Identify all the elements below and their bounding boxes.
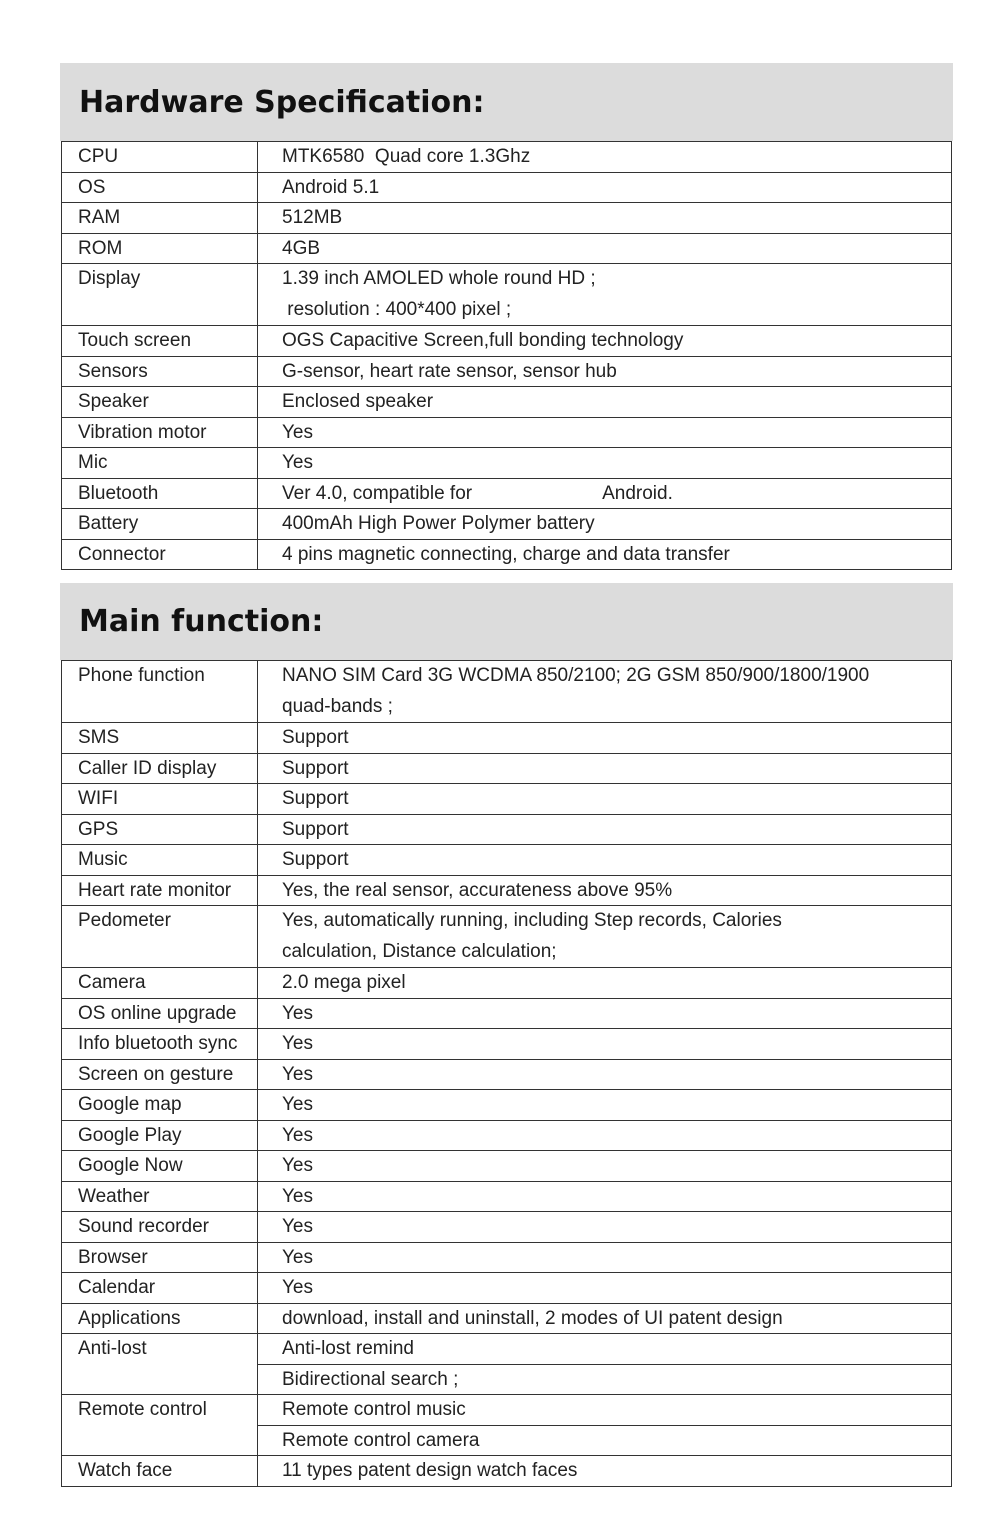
spec-label: Display	[62, 264, 258, 326]
table-row	[62, 326, 952, 357]
spec-value-line: 1.39 inch AMOLED whole round HD ;	[282, 268, 596, 289]
main-function-section	[60, 583, 953, 1487]
spec-label: WIFI	[62, 784, 258, 815]
spec-label: Connector	[62, 539, 258, 570]
spec-label: Sensors	[62, 356, 258, 387]
table-row	[62, 417, 952, 448]
table-row	[62, 845, 952, 876]
table-row	[62, 998, 952, 1029]
spec-value: G-sensor, heart rate sensor, sensor hub	[258, 356, 952, 387]
spec-value	[258, 478, 952, 509]
spec-label: Watch face	[62, 1456, 258, 1487]
spec-value: Yes	[258, 1212, 952, 1243]
spec-value: Yes	[258, 1181, 952, 1212]
table-row	[62, 1181, 952, 1212]
spec-label: Battery	[62, 509, 258, 540]
spec-value-line: Yes, automatically running, including Step records, Calories	[282, 910, 782, 931]
table-row	[62, 1151, 952, 1182]
spec-value: Support	[258, 723, 952, 754]
hardware-table	[61, 141, 952, 570]
table-row	[62, 1456, 952, 1487]
spec-value	[258, 661, 952, 723]
main-function-table	[61, 660, 952, 1487]
spec-value: 400mAh High Power Polymer battery	[258, 509, 952, 540]
table-row	[62, 264, 952, 326]
table-row	[62, 172, 952, 203]
spec-value: Yes	[258, 1273, 952, 1304]
table-row	[62, 814, 952, 845]
table-row	[62, 478, 952, 509]
table-row	[62, 203, 952, 234]
spec-label: Calendar	[62, 1273, 258, 1304]
spec-value-line: resolution : 400*400 pixel ;	[282, 298, 512, 320]
hardware-section	[60, 63, 953, 570]
spec-value: Enclosed speaker	[258, 387, 952, 418]
table-row	[62, 784, 952, 815]
spec-value: Android 5.1	[258, 172, 952, 203]
spec-value: Yes	[258, 1059, 952, 1090]
table-row	[62, 142, 952, 173]
spec-label: Browser	[62, 1242, 258, 1273]
spec-value: 512MB	[258, 203, 952, 234]
spec-value: Yes	[258, 1242, 952, 1273]
table-row	[62, 906, 952, 968]
table-row	[62, 753, 952, 784]
spec-value: 11 types patent design watch faces	[258, 1456, 952, 1487]
spec-label: Sound recorder	[62, 1212, 258, 1243]
spec-value-line: NANO SIM Card 3G WCDMA 850/2100; 2G GSM 850/900/1800/1900	[282, 665, 870, 686]
table-row	[62, 233, 952, 264]
table-row	[62, 1212, 952, 1243]
spec-label: Applications	[62, 1303, 258, 1334]
spec-label: Camera	[62, 968, 258, 999]
spec-label: Phone function	[62, 661, 258, 723]
table-row	[62, 1059, 952, 1090]
spec-label: SMS	[62, 723, 258, 754]
spec-value-part: Ver 4.0, compatible for	[282, 482, 473, 504]
spec-value: 2.0 mega pixel	[258, 968, 952, 999]
spec-value: MTK6580 Quad core 1.3Ghz	[258, 142, 952, 173]
spec-label: Info bluetooth sync	[62, 1029, 258, 1060]
table-row	[62, 539, 952, 570]
table-row	[62, 1395, 952, 1426]
spec-label: RAM	[62, 203, 258, 234]
spec-value: 4GB	[258, 233, 952, 264]
spec-label: Touch screen	[62, 326, 258, 357]
table-row	[62, 387, 952, 418]
spec-value: download, install and uninstall, 2 modes of UI patent design	[258, 1303, 952, 1334]
spec-label: Music	[62, 845, 258, 876]
spec-label: Bluetooth	[62, 478, 258, 509]
spec-label: OS online upgrade	[62, 998, 258, 1029]
spec-value: Yes	[258, 417, 952, 448]
spec-label: GPS	[62, 814, 258, 845]
spec-value-part: Android.	[602, 482, 673, 504]
spec-value: Anti-lost remind	[258, 1334, 952, 1365]
table-row	[62, 661, 952, 723]
spec-label: Google map	[62, 1090, 258, 1121]
table-row	[62, 723, 952, 754]
table-row	[62, 1334, 952, 1365]
spec-value: Yes	[258, 1029, 952, 1060]
spec-value: Support	[258, 814, 952, 845]
table-row	[62, 509, 952, 540]
spec-value: Support	[258, 753, 952, 784]
spec-value-line: quad-bands ;	[282, 695, 393, 717]
spec-value: Support	[258, 845, 952, 876]
table-row	[62, 875, 952, 906]
spec-value	[258, 264, 952, 326]
table-row	[62, 1303, 952, 1334]
spec-value: Remote control music	[258, 1395, 952, 1426]
table-row	[62, 1273, 952, 1304]
spec-value-line: calculation, Distance calculation;	[282, 940, 557, 962]
spec-label: Google Play	[62, 1120, 258, 1151]
spec-label: Google Now	[62, 1151, 258, 1182]
spec-value: Yes	[258, 448, 952, 479]
main-function-title: Main function:	[60, 583, 953, 660]
table-row	[62, 356, 952, 387]
spec-label: Vibration motor	[62, 417, 258, 448]
spec-label: OS	[62, 172, 258, 203]
table-row	[62, 1029, 952, 1060]
spec-value: Remote control camera	[258, 1425, 952, 1456]
spec-label: Weather	[62, 1181, 258, 1212]
table-row	[62, 1090, 952, 1121]
spec-label: Screen on gesture	[62, 1059, 258, 1090]
spec-value: Yes, the real sensor, accurateness above 95%	[258, 875, 952, 906]
spec-value: 4 pins magnetic connecting, charge and data transfer	[258, 539, 952, 570]
spec-value: Yes	[258, 1090, 952, 1121]
table-row	[62, 1242, 952, 1273]
table-row	[62, 968, 952, 999]
spec-label: Anti-lost	[62, 1334, 258, 1395]
table-row	[62, 1120, 952, 1151]
table-row	[62, 448, 952, 479]
spec-value: Yes	[258, 998, 952, 1029]
spec-value: Support	[258, 784, 952, 815]
spec-label: Caller ID display	[62, 753, 258, 784]
spec-value: Yes	[258, 1120, 952, 1151]
spec-label: Speaker	[62, 387, 258, 418]
spec-label: Pedometer	[62, 906, 258, 968]
spec-value: Bidirectional search ;	[258, 1364, 952, 1395]
spec-label: ROM	[62, 233, 258, 264]
spec-label: Mic	[62, 448, 258, 479]
hardware-title: Hardware Specification:	[60, 63, 953, 141]
spec-value: OGS Capacitive Screen,full bonding technology	[258, 326, 952, 357]
spec-label: Remote control	[62, 1395, 258, 1456]
spec-label: CPU	[62, 142, 258, 173]
spec-label: Heart rate monitor	[62, 875, 258, 906]
spec-value	[258, 906, 952, 968]
spec-value: Yes	[258, 1151, 952, 1182]
